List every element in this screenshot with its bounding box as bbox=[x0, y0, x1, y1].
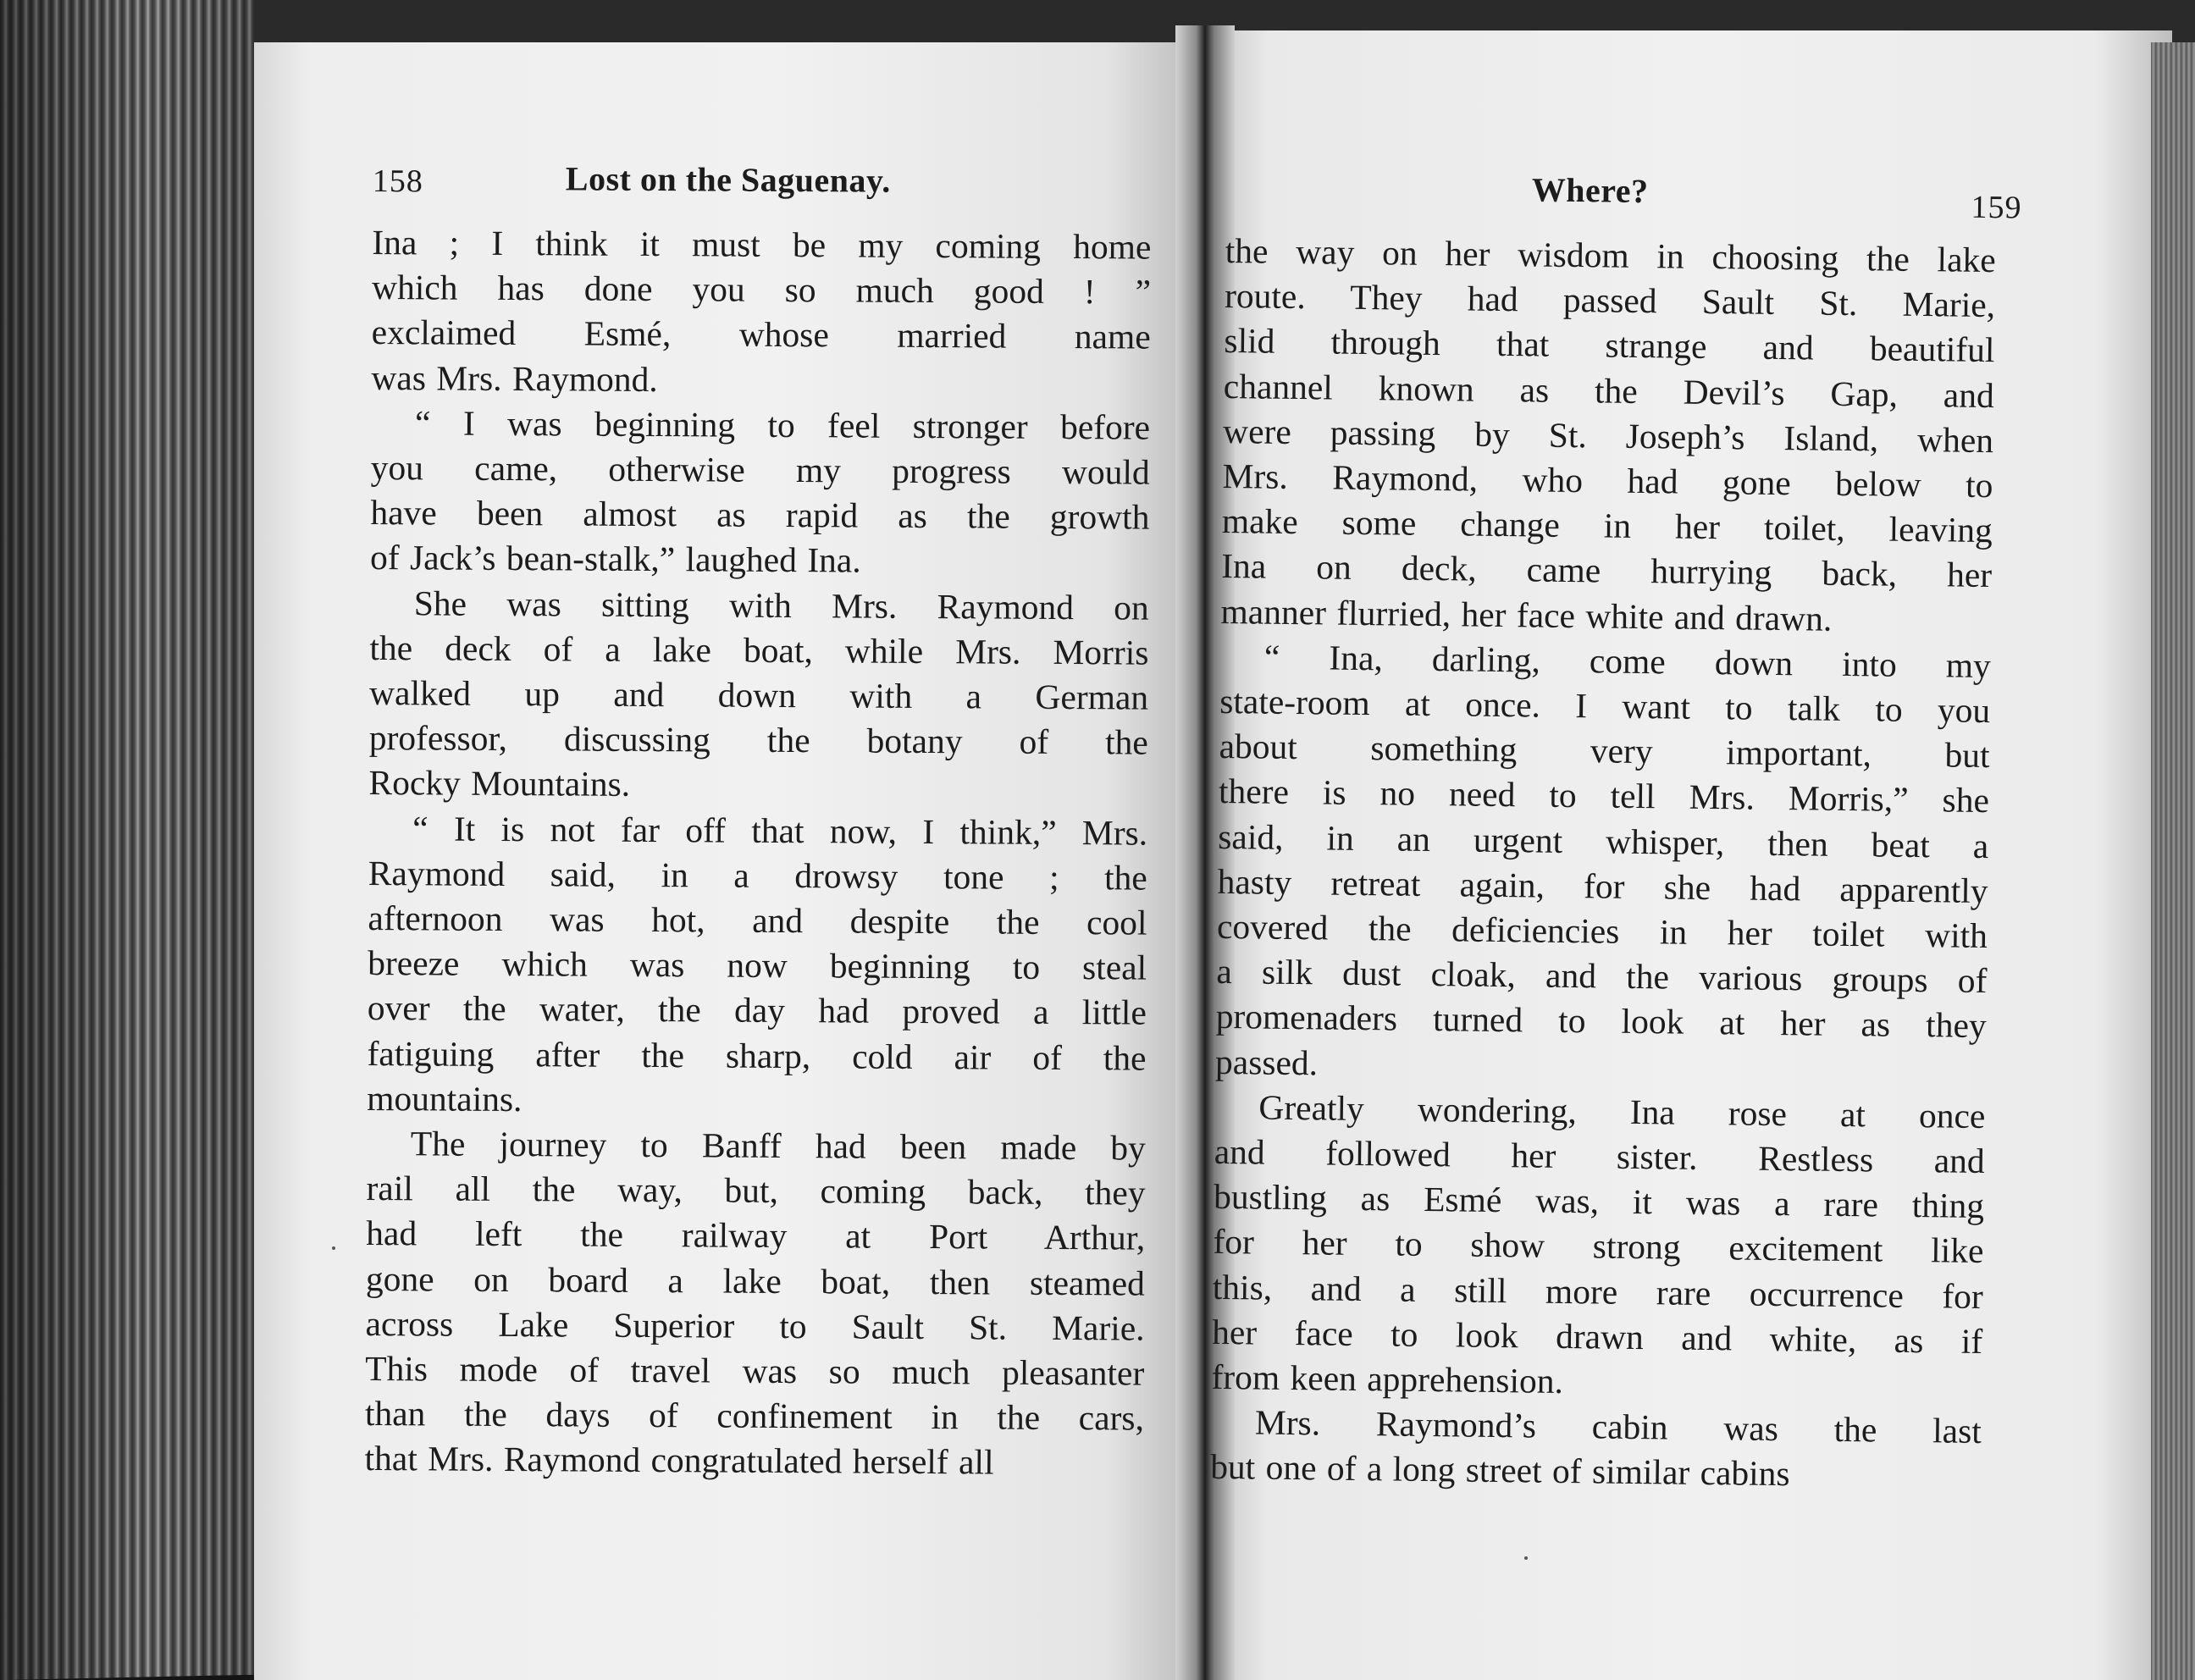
text-line: were passing by St. Joseph’s Island, when bbox=[1222, 411, 1994, 460]
text-line: was Mrs. Raymond. bbox=[371, 357, 658, 399]
page-number: 159 bbox=[1971, 189, 2022, 226]
text-line: had left the railway at Port Arthur, bbox=[366, 1213, 1146, 1258]
text-line: hasty retreat again, for she had apparently bbox=[1217, 861, 1988, 910]
paragraph bbox=[1220, 229, 1996, 644]
text-line: fatiguing after the sharp, cold air of the bbox=[367, 1033, 1147, 1078]
text-line: the deck of a lake boat, while Mrs. Morris bbox=[369, 627, 1149, 672]
text-line: Mrs. Raymond’s cabin was the last bbox=[1254, 1402, 1982, 1451]
running-title: Lost on the Saguenay. bbox=[565, 159, 891, 200]
text-line: have been almost as rapid as the growth bbox=[370, 493, 1150, 537]
text-line: walked up and down with a German bbox=[368, 673, 1149, 717]
text-line: Ina on deck, came hurrying back, her bbox=[1220, 546, 1993, 595]
left-page bbox=[364, 158, 1152, 1486]
text-line: about something very important, but bbox=[1219, 727, 1990, 776]
text-line: state-room at once. I want to talk to you bbox=[1219, 681, 1991, 731]
paragraph bbox=[364, 1121, 1146, 1486]
text-line: but one of a long street of similar cabins bbox=[1209, 1447, 1790, 1494]
paragraph bbox=[370, 401, 1150, 585]
text-line: there is no need to tell Mrs. Morris,” she bbox=[1218, 771, 1990, 821]
text-line: This mode of travel was so much pleasanter bbox=[365, 1349, 1145, 1393]
text-line: rail all the way, but, coming back, they bbox=[366, 1169, 1146, 1213]
text-line: the way on her wisdom in choosing the lake bbox=[1225, 230, 1996, 280]
text-line: afternoon was hot, and despite the cool bbox=[368, 898, 1147, 942]
right-running-head bbox=[1225, 166, 2022, 228]
paragraph bbox=[371, 220, 1151, 405]
text-line: her face to look drawn and white, as if bbox=[1211, 1312, 1983, 1361]
text-line: professor, discussing the botany of the bbox=[368, 718, 1148, 762]
text-line: Ina ; I think it must be my coming home bbox=[372, 222, 1152, 267]
paragraph bbox=[1210, 1400, 1982, 1500]
text-line: you came, otherwise my progress would bbox=[370, 448, 1150, 492]
paragraph bbox=[368, 581, 1149, 811]
text-line: gone on board a lake boat, then steamed bbox=[365, 1258, 1146, 1303]
book-page-edges bbox=[0, 0, 254, 1680]
text-line: route. They had passed Sault St. Marie, bbox=[1224, 276, 1996, 325]
text-line: this, and a still more rare occurrence for bbox=[1212, 1267, 1984, 1316]
text-line: which has done you so much good ! ” bbox=[371, 268, 1152, 312]
text-line: for her to show strong excitement like bbox=[1213, 1222, 1984, 1271]
text-line: “ Ina, darling, come down into my bbox=[1263, 637, 1992, 685]
paper-speck bbox=[332, 1246, 335, 1250]
text-line: promenaders turned to look at her as they bbox=[1215, 997, 1987, 1046]
text-line: Raymond said, in a drowsy tone ; the bbox=[368, 853, 1147, 898]
text-line: mountains. bbox=[367, 1078, 522, 1119]
text-line: said, in an urgent whisper, then beat a bbox=[1218, 816, 1989, 865]
text-line: a silk dust cloak, and the various groups of bbox=[1216, 952, 1988, 1001]
text-line: “ It is not far off that now, I think,” Mrs. bbox=[412, 808, 1148, 853]
paragraph bbox=[367, 806, 1147, 1126]
text-line: The journey to Banff had been made by bbox=[410, 1124, 1147, 1168]
text-line: bustling as Esmé was, it was a rare thing bbox=[1213, 1177, 1985, 1226]
text-line: channel known as the Devil’s Gap, and bbox=[1223, 366, 1995, 415]
paper-speck bbox=[1524, 1556, 1528, 1560]
text-line: Greatly wondering, Ina rose at once bbox=[1258, 1087, 1986, 1136]
text-line: She was sitting with Mrs. Raymond on bbox=[413, 583, 1149, 627]
text-line: slid through that strange and beautiful bbox=[1224, 321, 1995, 370]
text-line: “ I was beginning to feel stronger before bbox=[414, 403, 1151, 447]
left-page-body bbox=[364, 220, 1151, 1486]
paragraph bbox=[1211, 1085, 1985, 1410]
text-line: from keen apprehension. bbox=[1211, 1357, 1564, 1401]
text-line: and followed her sister. Restless and bbox=[1214, 1131, 1985, 1181]
text-line: of Jack’s bean-stalk,” laughed Ina. bbox=[369, 538, 861, 580]
text-line: passed. bbox=[1214, 1042, 1319, 1083]
running-title: Where? bbox=[1531, 170, 1649, 211]
paragraph bbox=[1215, 634, 1991, 1094]
text-line: that Mrs. Raymond congratulated herself all bbox=[364, 1439, 994, 1482]
text-line: Mrs. Raymond, who had gone below to bbox=[1222, 456, 1993, 506]
right-page bbox=[1209, 166, 2022, 1500]
text-line: exclaimed Esmé, whose married name bbox=[371, 312, 1151, 357]
text-line: Rocky Mountains. bbox=[368, 763, 631, 804]
left-running-head bbox=[373, 158, 1152, 215]
page-number: 158 bbox=[372, 163, 423, 200]
text-line: than the days of confinement in the cars, bbox=[364, 1394, 1145, 1438]
right-page-edges bbox=[2151, 42, 2195, 1680]
text-line: make some change in her toilet, leaving bbox=[1221, 501, 1993, 550]
text-line: manner flurried, her face white and drawn. bbox=[1220, 591, 1833, 638]
text-line: covered the deficiencies in her toilet with bbox=[1216, 906, 1988, 956]
text-line: across Lake Superior to Sault St. Marie. bbox=[365, 1303, 1145, 1348]
text-line: breeze which was now beginning to steal bbox=[368, 943, 1147, 987]
right-page-body bbox=[1210, 229, 1996, 1500]
text-line: over the water, the day had proved a little bbox=[367, 988, 1147, 1033]
